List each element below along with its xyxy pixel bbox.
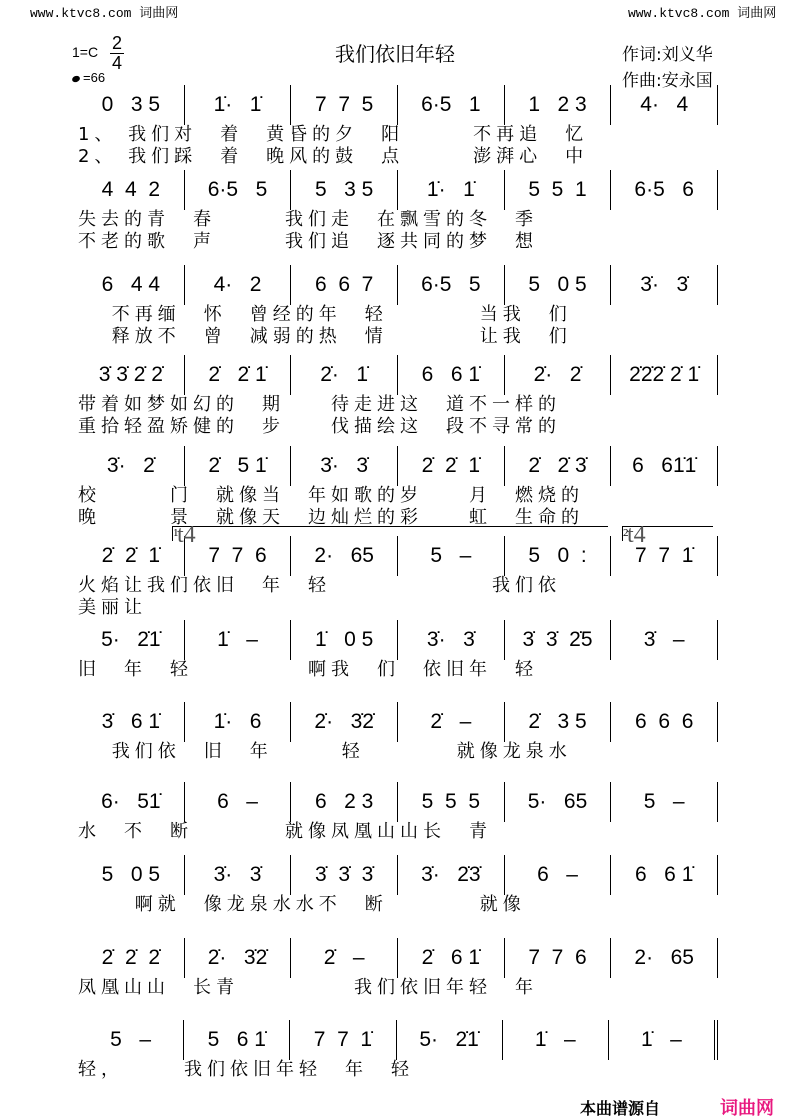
- measure: 3̇ 6 1̇: [78, 702, 185, 742]
- measure: 1̇ 0 5: [291, 620, 398, 660]
- measure: 6·5 5: [398, 265, 505, 305]
- measure: 3̇· 2̇3̇: [398, 855, 505, 895]
- footer-source: 本曲谱源自: [580, 1099, 661, 1118]
- measure: 5 0 5: [78, 855, 185, 895]
- lyric-line: 凤凰山山 长青 我们依旧年轻 年: [78, 977, 538, 998]
- measure: 2̇· 3̇2̇: [185, 938, 292, 978]
- measure: 6 6 1̇: [398, 355, 505, 395]
- measure: 6 2 3: [291, 782, 398, 822]
- measure: 2̇ 3 5: [505, 702, 612, 742]
- lyric-line: 失去的青 春 我们走 在飘雪的冬 季: [78, 209, 538, 230]
- lyric-line: 释放不 曾 减弱的热 情 让我 们: [78, 326, 572, 347]
- measure: 2̇ 2̇ 3̇: [505, 446, 612, 486]
- measure: 4· 2: [185, 265, 292, 305]
- notation-row: [78, 446, 718, 486]
- measure: 2̇ 2̇ 1̇: [78, 536, 185, 576]
- lyric-line: 轻， 我们依旧年轻 年 轻: [78, 1059, 414, 1080]
- measure: 6 –: [185, 782, 292, 822]
- measure: 5 5 1: [505, 170, 612, 210]
- measure: 3̇· 2̇: [78, 446, 185, 486]
- measure: 6 –: [505, 855, 612, 895]
- measure: 2̇· 2̇: [505, 355, 612, 395]
- measure: 2̇ –: [398, 702, 505, 742]
- measure: 5 –: [611, 782, 718, 822]
- measure: 7 7 1̇: [611, 536, 718, 576]
- measure: 5 0 :: [505, 536, 612, 576]
- measure: 1̇· 1̇: [398, 170, 505, 210]
- measure: 2̇ 6 1̇: [398, 938, 505, 978]
- notation-row: [78, 620, 718, 660]
- notation-row: [78, 85, 718, 125]
- notation-row: [78, 265, 718, 305]
- measure: 1̇ –: [185, 620, 292, 660]
- measure: 3̇· 3̇: [611, 265, 718, 305]
- measure: 2· 65: [611, 938, 718, 978]
- measure: 2̇· 1̇: [291, 355, 398, 395]
- measure: 2̇ 2̇ 2̇: [78, 938, 185, 978]
- measure: 7 7 1̇: [290, 1020, 396, 1060]
- measure: 7 7 6: [185, 536, 292, 576]
- measure: 5 –: [78, 1020, 184, 1060]
- measure: 1 2 3: [505, 85, 612, 125]
- quarter-note-icon: [71, 75, 81, 83]
- volta-number: 2: [623, 527, 629, 539]
- measure: 3̇· 3̇: [398, 620, 505, 660]
- volta-mark: t4: [627, 522, 646, 548]
- measure: 6 61̇1̇: [611, 446, 718, 486]
- measure: 3̇ 3̇ 2̇ 2̇: [78, 355, 185, 395]
- measure: 6 6 6: [611, 702, 718, 742]
- lyric-line: 1、 我们对 着 黄昏的夕 阳 不再追 忆: [78, 124, 589, 145]
- watermark-left: www.ktvc8.com 词曲网: [30, 6, 179, 21]
- watermark-right: www.ktvc8.com 词曲网: [628, 6, 777, 21]
- measure: 7 7 6: [505, 938, 612, 978]
- lyric-line: 我们依 旧 年 轻 就像龙泉水: [78, 741, 572, 762]
- lyric-line: 不老的歌 声 我们追 逐共同的梦 想: [78, 231, 538, 252]
- lyric-line: 2、 我们踩 着 晚风的鼓 点 澎湃心 中: [78, 146, 589, 167]
- measure: 5 5 5: [398, 782, 505, 822]
- measure: 5· 2̇1̇: [397, 1020, 503, 1060]
- volta-number: 1: [173, 527, 179, 539]
- measure: 7 7 5: [291, 85, 398, 125]
- measure: 2· 65: [291, 536, 398, 576]
- measure: 2̇2̇2̇ 2̇ 1̇: [611, 355, 718, 395]
- measure: 3̇· 3̇: [185, 855, 292, 895]
- volta-2: [622, 522, 713, 548]
- measure: 3̇ 3̇ 3̇: [291, 855, 398, 895]
- notation-row: [78, 702, 718, 742]
- measure: 5 –: [398, 536, 505, 576]
- time-sig-top: 2: [111, 33, 122, 53]
- measure: 6· 51̇: [78, 782, 185, 822]
- notation-row: [78, 938, 718, 978]
- measure: 2̇ 2̇ 1̇: [185, 355, 292, 395]
- measure: 6·5 5: [185, 170, 292, 210]
- notation-row: [78, 1020, 718, 1060]
- measure: 3̇ 3̇ 2̇5: [505, 620, 612, 660]
- notation-row: [78, 536, 718, 576]
- notation-row: [78, 355, 718, 395]
- lyric-line: 不再缅 怀 曾经的年 轻 当我 们: [78, 304, 572, 325]
- lyric-line: 旧 年 轻 啊我 们 依旧年 轻: [78, 659, 538, 680]
- composer: 作曲:安永国: [622, 71, 713, 91]
- song-title: 我们依旧年轻: [335, 42, 455, 66]
- lyric-line: 水 不 断 就像凤凰山山长 青: [78, 821, 492, 842]
- time-signature: [110, 34, 124, 73]
- measure: 5· 65: [505, 782, 612, 822]
- measure: 5 6 1̇: [184, 1020, 290, 1060]
- lyric-line: 火焰让我们依旧 年 轻 我们依: [78, 575, 561, 596]
- notation-row: [78, 855, 718, 895]
- measure: 4 4 2: [78, 170, 185, 210]
- lyric-line: 重拾轻盈矫健的 步 伐描绘这 段不寻常的: [78, 416, 561, 437]
- volta-mark: t4: [177, 522, 196, 548]
- lyric-line: 带着如梦如幻的 期 待走进这 道不一样的: [78, 394, 561, 415]
- tempo-mark: [72, 70, 105, 85]
- measure: 2̇ 5 1̇: [185, 446, 292, 486]
- measure: 6·5 6: [611, 170, 718, 210]
- lyric-line: 晚 景 就像天 边灿烂的彩 虹 生命的: [78, 507, 584, 528]
- notation-row: [78, 170, 718, 210]
- key-signature: 1=C: [72, 44, 99, 60]
- lyric-line: 校 门 就像当 年如歌的岁 月 燃烧的: [78, 485, 584, 506]
- measure: 5 0 5: [505, 265, 612, 305]
- measure: 2̇· 3̇2̇: [291, 702, 398, 742]
- tempo-value: =66: [83, 70, 106, 85]
- measure: 6 4 4: [78, 265, 185, 305]
- volta-1: [172, 522, 608, 548]
- measure: 6 6 1̇: [611, 855, 718, 895]
- lyric-line: 啊就 像龙泉水水不 断 就像: [78, 894, 526, 915]
- measure: 5· 2̇1̇: [78, 620, 185, 660]
- measure: 0 3 5: [78, 85, 185, 125]
- lyricist: 作词:刘义华: [622, 45, 713, 65]
- measure: 1̇· 6: [185, 702, 292, 742]
- time-sig-bottom: 4: [111, 53, 122, 73]
- measure: 4· 4: [611, 85, 718, 125]
- measure: 1̇ –: [503, 1020, 609, 1060]
- lyric-line: 美丽让: [78, 597, 147, 618]
- measure: 1̇ –: [609, 1020, 718, 1060]
- measure: 5 3 5: [291, 170, 398, 210]
- measure: 2̇ –: [291, 938, 398, 978]
- measure: 6 6 7: [291, 265, 398, 305]
- measure: 3̇ –: [611, 620, 718, 660]
- measure: 1̇· 1̇: [185, 85, 292, 125]
- measure: 2̇ 2̇ 1̇: [398, 446, 505, 486]
- measure: 3̇· 3̇: [291, 446, 398, 486]
- notation-row: [78, 782, 718, 822]
- footer-site-logo[interactable]: 词曲网: [720, 1098, 774, 1119]
- measure: 6·5 1: [398, 85, 505, 125]
